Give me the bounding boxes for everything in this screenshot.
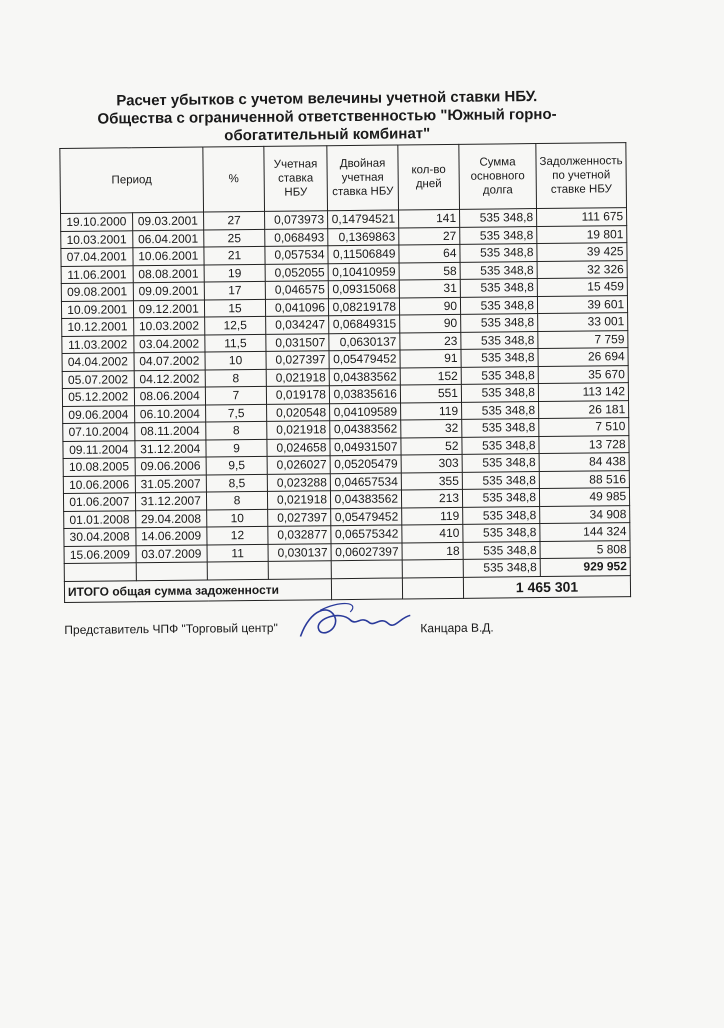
- empty-cell: [402, 577, 463, 599]
- table-cell: 11.06.2001: [61, 265, 133, 283]
- table-cell: 19.10.2000: [61, 213, 133, 231]
- table-cell: 119: [401, 402, 462, 420]
- table-cell: 12: [207, 526, 268, 544]
- table-cell: 0,05479452: [331, 507, 402, 525]
- table-cell: 0,021918: [266, 368, 329, 386]
- table-cell: 5 808: [540, 540, 630, 558]
- total-label: ИТОГО общая сумма задоженности: [64, 578, 331, 602]
- table-cell: 8: [206, 491, 267, 509]
- table-cell: 0,026027: [267, 456, 330, 474]
- table-cell: 535 348,8: [460, 244, 537, 262]
- table-cell: 0,04109589: [330, 402, 401, 420]
- table-cell: 05.12.2002: [62, 388, 134, 406]
- table-cell: 33 001: [538, 313, 628, 331]
- table-cell: 0,046575: [265, 281, 328, 299]
- table-cell: 8: [206, 421, 267, 439]
- table-cell: 32 326: [537, 260, 627, 278]
- signatory-name: Канцара В.Д.: [420, 620, 494, 636]
- subtotal-principal: 535 348,8: [463, 559, 540, 577]
- table-cell: 0,019178: [266, 386, 329, 404]
- table-cell: 31.12.2004: [134, 440, 206, 458]
- table-cell: 19: [204, 264, 265, 282]
- header-debt: Задолженность по учетной ставке НБУ: [536, 143, 627, 209]
- table-cell: 535 348,8: [460, 261, 537, 279]
- table-cell: 535 348,8: [461, 314, 538, 332]
- table-cell: 0,032877: [268, 526, 331, 544]
- table-cell: 07.04.2001: [61, 248, 133, 266]
- table-cell: 15.06.2009: [64, 545, 136, 563]
- table-cell: 0,0630137: [329, 332, 400, 350]
- table-cell: 0,031507: [266, 333, 329, 351]
- table-cell: 535 348,8: [462, 419, 539, 437]
- empty-cell: [331, 560, 402, 578]
- table-cell: 91: [400, 349, 461, 367]
- table-cell: 0,020548: [267, 403, 330, 421]
- table-cell: 88 516: [539, 470, 629, 488]
- table-cell: 535 348,8: [462, 471, 539, 489]
- header-double-rate: Двойная учетная ставка НБУ: [327, 145, 399, 211]
- table-cell: 0,021918: [267, 491, 330, 509]
- table-cell: 551: [400, 384, 461, 402]
- table-cell: 0,06849315: [329, 315, 400, 333]
- table-cell: 23: [400, 332, 461, 350]
- table-cell: 10.12.2001: [62, 318, 134, 336]
- table-cell: 535 348,8: [461, 331, 538, 349]
- table-cell: 10.06.2001: [132, 247, 204, 265]
- empty-cell: [268, 561, 331, 579]
- table-cell: 10.09.2001: [61, 300, 133, 318]
- signature: [290, 597, 421, 648]
- table-cell: 08.11.2004: [134, 422, 206, 440]
- table-cell: 29.04.2008: [135, 510, 207, 528]
- table-cell: 21: [204, 246, 265, 264]
- table-cell: 535 348,8: [460, 209, 537, 227]
- table-cell: 152: [400, 367, 461, 385]
- header-row: [60, 143, 627, 214]
- table-cell: 0,027397: [268, 508, 331, 526]
- table-cell: 0,10410959: [328, 262, 399, 280]
- table-cell: 84 438: [539, 453, 629, 471]
- table-cell: 535 348,8: [461, 349, 538, 367]
- table-cell: 15 459: [537, 278, 627, 296]
- table-cell: 0,030137: [268, 543, 331, 561]
- table-cell: 535 348,8: [461, 366, 538, 384]
- table-cell: 7: [205, 386, 266, 404]
- table-cell: 26 181: [539, 400, 629, 418]
- title-line: Расчет убытков с учетом велечины учетной ставки НБУ.: [116, 88, 538, 110]
- table-cell: 39 601: [537, 295, 627, 313]
- table-cell: 08.06.2004: [134, 387, 206, 405]
- header-days: кол-во дней: [398, 144, 460, 210]
- table-cell: 26 694: [538, 348, 628, 366]
- table-cell: 31.05.2007: [135, 475, 207, 493]
- table-cell: 10: [205, 351, 266, 369]
- table-cell: 34 908: [540, 505, 630, 523]
- table-cell: 30.04.2008: [64, 528, 136, 546]
- table-cell: 39 425: [537, 243, 627, 261]
- table-cell: 14.06.2009: [135, 527, 207, 545]
- table-cell: 10.08.2005: [63, 458, 135, 476]
- table-cell: 144 324: [540, 523, 630, 541]
- empty-cell: [64, 563, 136, 581]
- table-cell: 09.08.2001: [61, 283, 133, 301]
- table-cell: 0,08219178: [328, 297, 399, 315]
- table-cell: 25: [204, 229, 265, 247]
- title-line: обогатительный комбинат": [224, 125, 431, 145]
- table-cell: 535 348,8: [462, 489, 539, 507]
- table-cell: 535 348,8: [463, 506, 540, 524]
- table-cell: 49 985: [539, 488, 629, 506]
- table-cell: 27: [399, 227, 460, 245]
- table-cell: 8,5: [206, 474, 267, 492]
- table-cell: 0,04931507: [330, 437, 401, 455]
- table-cell: 0,034247: [266, 316, 329, 334]
- table-cell: 535 348,8: [462, 401, 539, 419]
- table-cell: 119: [402, 507, 463, 525]
- table-cell: 31: [399, 279, 460, 297]
- table-cell: 58: [399, 262, 460, 280]
- representative-label: Представитель ЧПФ "Торговый центр": [64, 620, 278, 638]
- empty-cell: [402, 559, 463, 577]
- table-cell: 535 348,8: [460, 279, 537, 297]
- table-cell: 0,04383562: [329, 367, 400, 385]
- table-cell: 90: [399, 297, 460, 315]
- table-cell: 410: [402, 524, 463, 542]
- table-cell: 09.12.2001: [133, 300, 205, 318]
- table-cell: 11.03.2002: [62, 335, 134, 353]
- table-cell: 0,068493: [265, 228, 328, 246]
- table-cell: 09.09.2001: [133, 282, 205, 300]
- table-cell: 355: [401, 472, 462, 490]
- table-cell: 03.07.2009: [136, 545, 208, 563]
- table-cell: 17: [204, 281, 265, 299]
- table-cell: 535 348,8: [463, 541, 540, 559]
- table-cell: 8: [205, 369, 266, 387]
- table-cell: 15: [204, 299, 265, 317]
- table-cell: 06.10.2004: [134, 405, 206, 423]
- table-cell: 64: [399, 244, 460, 262]
- empty-cell: [331, 577, 402, 599]
- table-cell: 09.06.2006: [135, 457, 207, 475]
- table-cell: 0,073973: [265, 211, 328, 229]
- table-cell: 35 670: [538, 365, 628, 383]
- table-cell: 01.01.2008: [64, 510, 136, 528]
- table-cell: 113 142: [538, 383, 628, 401]
- title-line: Общества с ограниченной ответственностью "Южный горно-: [97, 105, 557, 128]
- table-cell: 0,09315068: [328, 280, 399, 298]
- table-cell: 03.04.2002: [133, 335, 205, 353]
- total-value: 1 465 301: [463, 575, 630, 598]
- table-cell: 9: [206, 439, 267, 457]
- table-cell: 04.07.2002: [133, 352, 205, 370]
- table-cell: 08.08.2001: [133, 265, 205, 283]
- table-cell: 12,5: [205, 316, 266, 334]
- table-cell: 32: [401, 419, 462, 437]
- table-cell: 0,027397: [266, 351, 329, 369]
- table-cell: 535 348,8: [463, 524, 540, 542]
- table-cell: 0,05479452: [329, 350, 400, 368]
- table-cell: 213: [401, 489, 462, 507]
- table-cell: 111 675: [537, 208, 627, 226]
- table-cell: 0,06027397: [331, 542, 402, 560]
- header-percent: %: [203, 146, 265, 212]
- table-cell: 90: [400, 314, 461, 332]
- table-cell: 09.03.2001: [132, 212, 204, 230]
- table-cell: 05.07.2002: [62, 370, 134, 388]
- table-cell: 535 348,8: [461, 384, 538, 402]
- table-cell: 07.10.2004: [63, 423, 135, 441]
- table-cell: 535 348,8: [462, 436, 539, 454]
- table-cell: 0,04657534: [330, 472, 401, 490]
- table-cell: 31.12.2007: [135, 492, 207, 510]
- table-cell: 0,041096: [265, 298, 328, 316]
- table-cell: 0,024658: [267, 438, 330, 456]
- table-cell: 09.11.2004: [63, 440, 135, 458]
- table-cell: 0,04383562: [330, 490, 401, 508]
- table-cell: 10: [207, 509, 268, 527]
- table-cell: 0,11506849: [328, 245, 399, 263]
- table-cell: 04.04.2002: [62, 353, 134, 371]
- header-period: Период: [60, 147, 204, 213]
- table-cell: 0,05205479: [330, 455, 401, 473]
- table-cell: 7,5: [206, 404, 267, 422]
- table-cell: 0,1369863: [328, 227, 399, 245]
- table-cell: 0,052055: [265, 263, 328, 281]
- table-cell: 11,5: [205, 334, 266, 352]
- document-title: [57, 87, 598, 147]
- empty-cell: [136, 562, 208, 580]
- table-cell: 0,023288: [267, 473, 330, 491]
- table-cell: 06.04.2001: [132, 230, 204, 248]
- header-principal: Сумма основного долга: [459, 144, 537, 210]
- table-cell: 10.03.2001: [61, 230, 133, 248]
- table-cell: 535 348,8: [460, 226, 537, 244]
- table-cell: 18: [402, 542, 463, 560]
- table-cell: 7 759: [538, 330, 628, 348]
- table-cell: 11: [207, 544, 268, 562]
- table-cell: 27: [204, 211, 265, 229]
- table-cell: 10.03.2002: [133, 317, 205, 335]
- table-cell: 9,5: [206, 456, 267, 474]
- table-cell: 0,04383562: [330, 420, 401, 438]
- table-cell: 303: [401, 454, 462, 472]
- table-cell: 01.06.2007: [63, 493, 135, 511]
- table-cell: 0,14794521: [328, 210, 399, 228]
- table-cell: 535 348,8: [462, 454, 539, 472]
- table-cell: 13 728: [539, 435, 629, 453]
- table-cell: 535 348,8: [460, 296, 537, 314]
- table-cell: 0,06575342: [331, 525, 402, 543]
- table-cell: 04.12.2002: [134, 370, 206, 388]
- table-cell: 52: [401, 437, 462, 455]
- table-cell: 141: [399, 209, 460, 227]
- table-cell: 0,03835616: [329, 385, 400, 403]
- empty-cell: [207, 561, 268, 579]
- table-cell: 19 801: [537, 225, 627, 243]
- loss-table: [59, 142, 631, 602]
- table-cell: 0,021918: [267, 421, 330, 439]
- table-cell: 0,057534: [265, 246, 328, 264]
- table-cell: 10.06.2006: [63, 475, 135, 493]
- table-cell: 7 510: [539, 418, 629, 436]
- subtotal-debt: 929 952: [540, 558, 630, 576]
- table-cell: 09.06.2004: [63, 405, 135, 423]
- header-rate: Учетная ставка НБУ: [264, 146, 328, 212]
